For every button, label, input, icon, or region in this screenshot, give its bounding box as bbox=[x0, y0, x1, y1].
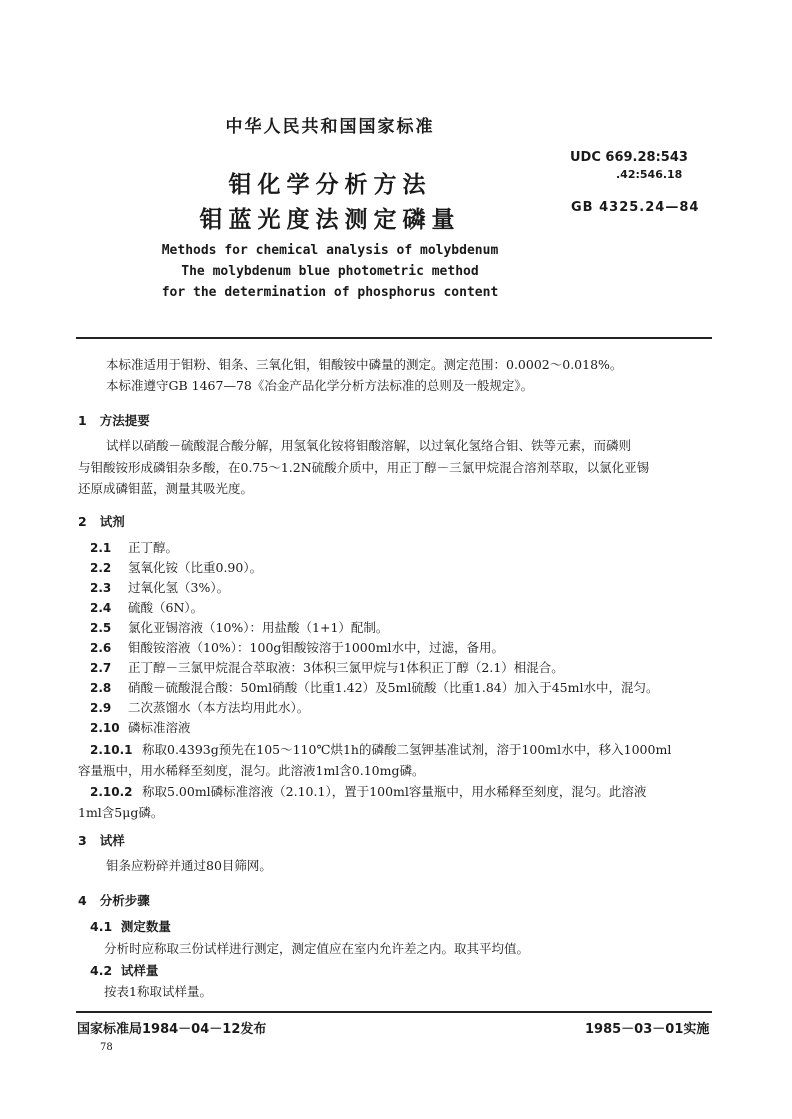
reagent-text: 正丁醇－三氯甲烷混合萃取液：3体积三氯甲烷与1体积正丁醇（2.1）相混合。 bbox=[128, 660, 564, 675]
english-title-line-3: for the determination of phosphorus content bbox=[161, 285, 499, 300]
reagent-text: 硝酸－硫酸混合酸：50ml硝酸（比重1.42）及5ml硫酸（比重1.84）加入于45ml水中，混匀。 bbox=[128, 680, 659, 695]
reagent-item bbox=[90, 658, 564, 676]
reagent-text: 钼酸铵溶液（10%）：100g钼酸铵溶于1000ml水中，过滤，备用。 bbox=[128, 640, 505, 655]
reagent-number: 2.1 bbox=[90, 541, 112, 555]
section-3-text: 钼条应粉碎并通过80目筛网。 bbox=[106, 858, 272, 873]
reagent-text: 称取0.4393g预先在105～110℃烘1h的磷酸二氢钾基准试剂，溶于100ml水中，移入1000ml bbox=[142, 742, 672, 757]
section-3-heading bbox=[78, 831, 125, 849]
subsection-4-1-text: 分析时应称取三份试样进行测定，测定值应在室内允许差之内。取其平均值。 bbox=[104, 941, 530, 956]
subsection-4-2-text: 按表1称取试样量。 bbox=[104, 984, 212, 999]
udc-code-line-1: UDC 669.28:543 bbox=[570, 150, 688, 165]
reagent-number: 2.4 bbox=[90, 601, 112, 615]
section-1-heading bbox=[78, 411, 150, 429]
subsection-4-1-heading bbox=[90, 917, 171, 935]
reagent-number: 2.3 bbox=[90, 581, 112, 595]
reagent-text: 磷标准溶液 bbox=[128, 720, 191, 735]
reagent-number: 2.9 bbox=[90, 701, 112, 715]
intro-paragraph-2: 本标准遵守GB 1467—78《冶金产品化学分析方法标准的总则及一般规定》。 bbox=[106, 378, 534, 393]
subsection-title: 测定数量 bbox=[120, 919, 171, 934]
reagent-item bbox=[90, 558, 262, 576]
reagent-number: 2.10.1 bbox=[90, 743, 133, 757]
reagent-item bbox=[90, 578, 229, 596]
reagent-item bbox=[90, 538, 178, 556]
title-line-1: 钼化学分析方法 bbox=[228, 172, 432, 198]
udc-code-line-2: .42:546.18 bbox=[616, 168, 683, 181]
reagent-text: 称取5.00ml磷标准溶液（2.10.1），置于100ml容量瓶中，用水稀释至刻度，混匀。此溶液 bbox=[142, 784, 647, 799]
reagent-item bbox=[90, 598, 203, 616]
gb-code: GB 4325.24—84 bbox=[571, 200, 700, 215]
section-1-title: 方法提要 bbox=[99, 413, 150, 428]
reagent-number: 2.5 bbox=[90, 621, 112, 635]
intro-paragraph-1: 本标准适用于钼粉、钼条、三氧化钼，钼酸铵中磷量的测定。测定范围：0.0002～0.018%。 bbox=[106, 357, 623, 372]
reagent-number: 2.2 bbox=[90, 561, 112, 575]
reagent-item bbox=[90, 718, 191, 736]
page-number: 78 bbox=[100, 1042, 113, 1053]
reagent-number: 2.8 bbox=[90, 681, 112, 695]
reagent-number: 2.10.2 bbox=[90, 785, 133, 799]
section-3-number: 3 bbox=[78, 833, 87, 848]
section-4-number: 4 bbox=[78, 893, 87, 908]
section-2-title: 试剂 bbox=[99, 514, 125, 529]
subsection-number: 4.2 bbox=[90, 963, 113, 978]
section-1-line-3: 还原成磷钼蓝，测量其吸光度。 bbox=[78, 481, 254, 496]
title-line-2: 钼蓝光度法测定磷量 bbox=[199, 207, 461, 233]
reagent-text: 硫酸（6N）。 bbox=[128, 600, 204, 615]
english-title-line-1: Methods for chemical analysis of molybdenum bbox=[161, 243, 499, 258]
national-standard-heading: 中华人民共和国国家标准 bbox=[225, 117, 435, 137]
section-1-line-1: 试样以硝酸－硫酸混合酸分解，用氢氧化铵将钼酸溶解，以过氧化氢络合钼、铁等元素，而磷则 bbox=[106, 438, 632, 453]
issue-date: 国家标准局1984－04－12发布 bbox=[77, 1022, 267, 1037]
reagent-number: 2.10 bbox=[90, 721, 120, 735]
section-2-number: 2 bbox=[78, 514, 87, 529]
section-4-title: 分析步骤 bbox=[99, 893, 150, 908]
section-4-heading bbox=[78, 891, 150, 909]
subsection-number: 4.1 bbox=[90, 919, 113, 934]
subsection-4-2-heading bbox=[90, 961, 158, 979]
english-title-line-2: The molybdenum blue photometric method bbox=[181, 264, 479, 279]
reagent-item bbox=[90, 638, 504, 656]
effective-date: 1985－03－01实施 bbox=[585, 1022, 710, 1037]
reagent-2-10-2 bbox=[90, 782, 646, 800]
reagent-text: 正丁醇。 bbox=[128, 540, 179, 555]
section-3-title: 试样 bbox=[99, 833, 125, 848]
reagent-2-10-1-cont: 容量瓶中，用水稀释至刻度，混匀。此溶液1ml含0.10mg磷。 bbox=[78, 763, 425, 778]
reagent-2-10-1 bbox=[90, 740, 671, 758]
top-rule bbox=[76, 337, 712, 339]
reagent-text: 过氧化氢（3%）。 bbox=[128, 580, 230, 595]
reagent-item bbox=[90, 678, 658, 696]
bottom-rule bbox=[76, 1011, 712, 1013]
reagent-2-10-2-cont: 1ml含5μg磷。 bbox=[78, 805, 164, 820]
reagent-number: 2.6 bbox=[90, 641, 112, 655]
reagent-text: 氢氧化铵（比重0.90）。 bbox=[128, 560, 263, 575]
reagent-item bbox=[90, 698, 309, 716]
subsection-title: 试样量 bbox=[120, 963, 159, 978]
section-1-number: 1 bbox=[78, 413, 87, 428]
reagent-number: 2.7 bbox=[90, 661, 112, 675]
reagent-text: 氯化亚锡溶液（10%）：用盐酸（1+1）配制。 bbox=[128, 620, 389, 635]
reagent-text: 二次蒸馏水（本方法均用此水）。 bbox=[128, 700, 310, 715]
section-1-line-2: 与钼酸铵形成磷钼杂多酸，在0.75～1.2N硫酸介质中，用正丁醇－三氯甲烷混合溶剂萃取，以氯化亚锡 bbox=[78, 460, 650, 475]
reagent-item bbox=[90, 618, 388, 636]
section-2-heading bbox=[78, 512, 125, 530]
